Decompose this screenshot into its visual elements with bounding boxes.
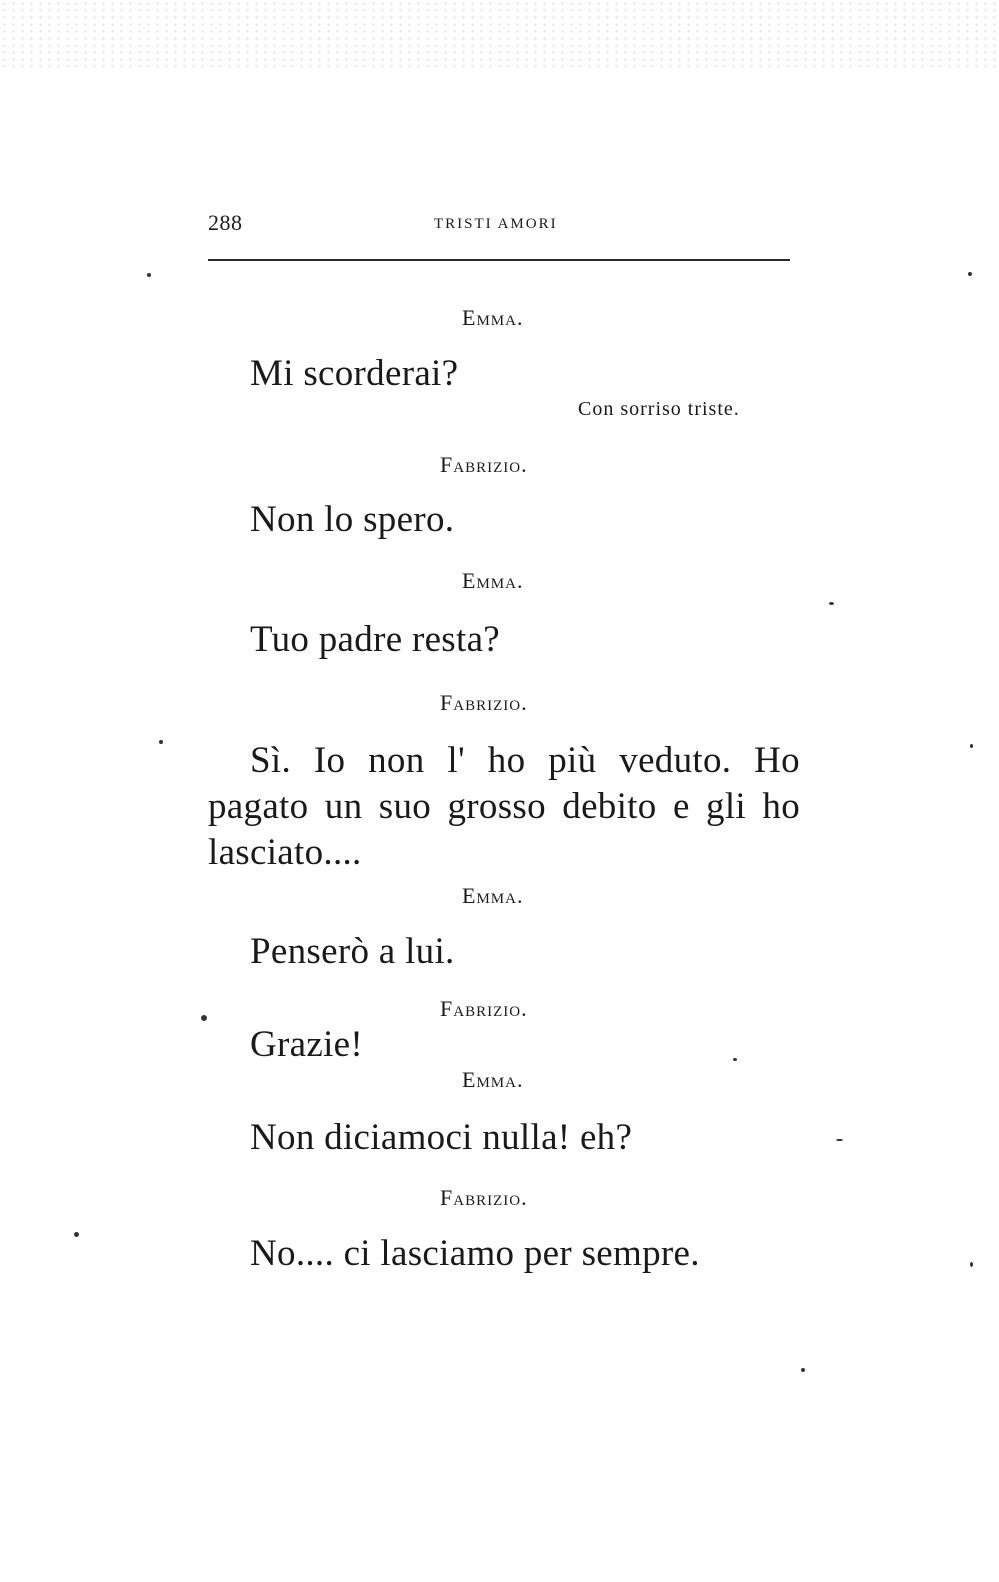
- scan-speck: [801, 1368, 805, 1372]
- dialogue-line: Grazie!: [250, 1024, 364, 1065]
- scan-speck: [159, 740, 163, 744]
- scan-speck: [733, 1058, 737, 1061]
- scan-speck: [829, 602, 834, 605]
- header-rule: [208, 259, 790, 261]
- dialogue-line: Tuo padre resta?: [250, 619, 501, 660]
- speaker-name: Emma.: [462, 1067, 524, 1092]
- scan-speck: [970, 744, 973, 748]
- speaker-name: Fabrizio.: [440, 996, 528, 1021]
- dialogue-line: Mi scorderai?: [250, 353, 459, 394]
- scan-speck: [147, 273, 151, 277]
- page-header: [208, 210, 790, 240]
- scan-speck: [970, 1262, 973, 1267]
- speaker-name: Emma.: [462, 568, 524, 593]
- scan-noise: [0, 0, 999, 70]
- dialogue-line: Non diciamoci nulla! eh?: [250, 1117, 633, 1158]
- dialogue-line: No.... ci lasciamo per sempre.: [250, 1233, 700, 1274]
- stage-direction: Con sorriso triste.: [578, 398, 740, 420]
- dialogue-line: Penserò a lui.: [250, 931, 455, 972]
- scan-speck: [74, 1232, 79, 1237]
- scan-speck: [968, 272, 972, 276]
- dialogue-paragraph: Sì. Io non l' ho più veduto. Ho pagato un suo grosso debito e gli ho lasciato....: [208, 740, 800, 873]
- running-title: TRISTI AMORI: [434, 216, 558, 232]
- speaker-name: Emma.: [462, 305, 524, 330]
- page-number: 288: [208, 210, 243, 235]
- speaker-name: Fabrizio.: [440, 690, 528, 715]
- speaker-name: Emma.: [462, 883, 524, 908]
- scan-speck: [836, 1139, 843, 1141]
- dialogue-line: Non lo spero.: [250, 499, 455, 540]
- scan-speck: [201, 1015, 207, 1021]
- speaker-name: Fabrizio.: [440, 452, 528, 477]
- speaker-name: Fabrizio.: [440, 1185, 528, 1210]
